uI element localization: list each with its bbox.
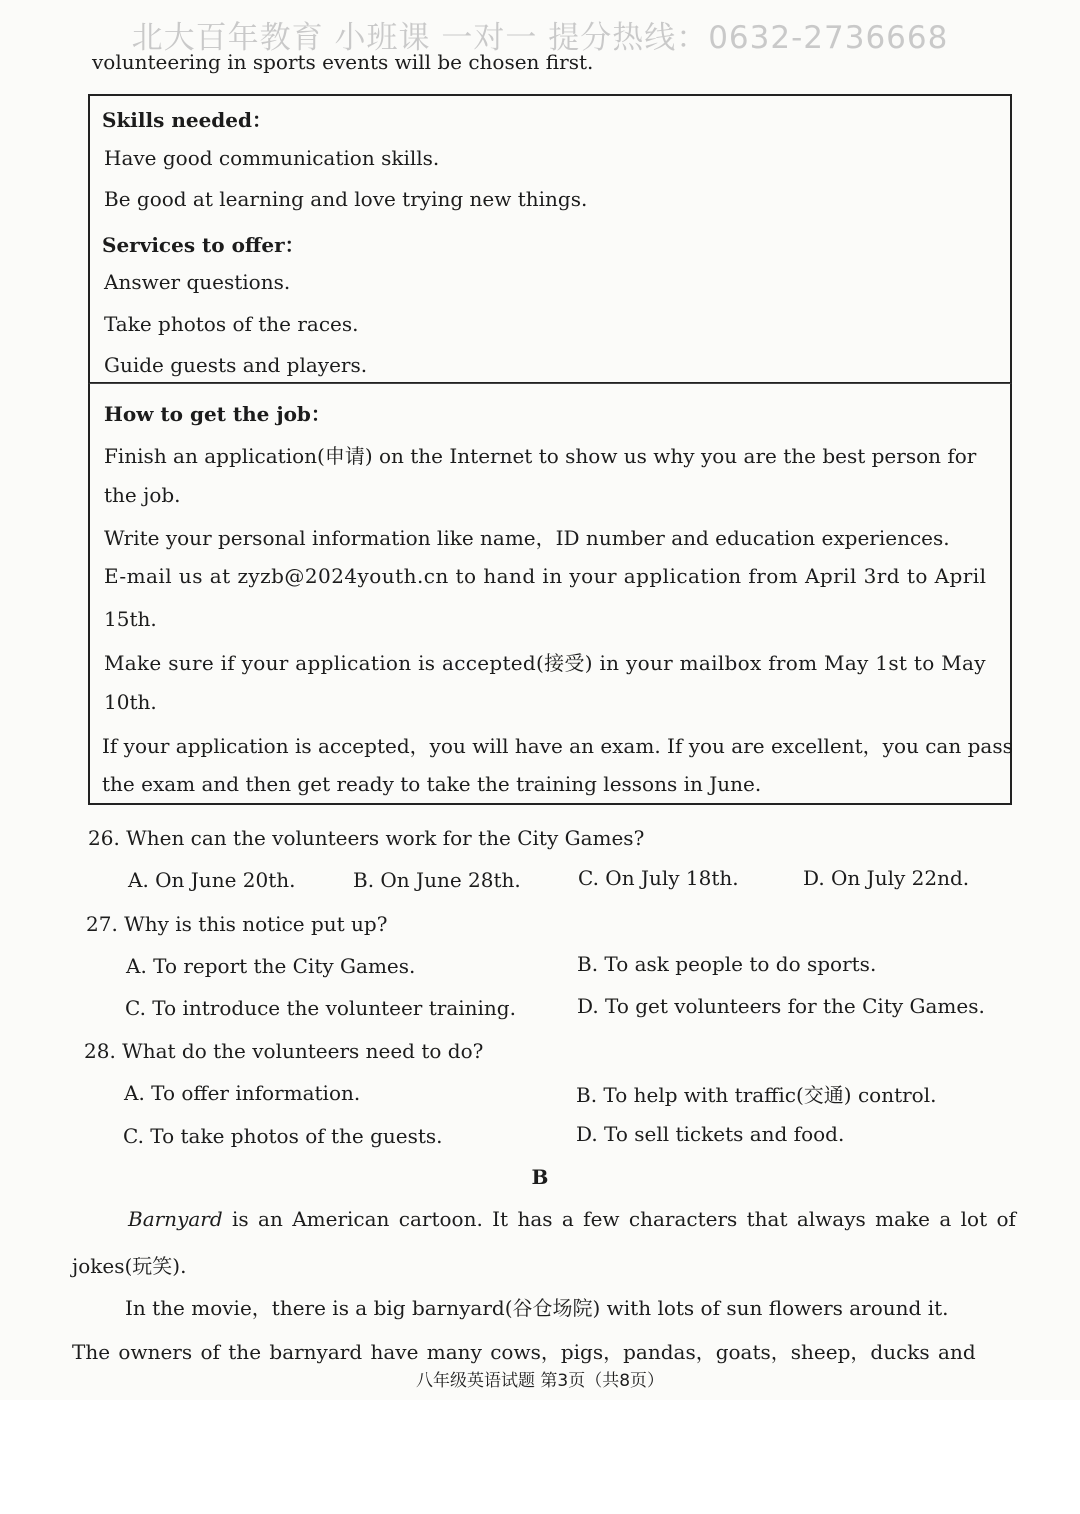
job-line: If your application is accepted，you will have an exam. If you are excellent，you can pass [102, 734, 1013, 758]
skill-item: Be good at learning and love trying new things. [104, 187, 588, 211]
skills-heading: Skills needed： [102, 108, 272, 132]
question-stem: 27. Why is this notice put up? [86, 912, 388, 936]
paragraph-line: jokes(玩笑). [72, 1254, 187, 1278]
option-b: B. To help with traffic(交通) control. [576, 1083, 937, 1107]
top-line: volunteering in sports events will be chosen first. [92, 50, 594, 74]
option-c: C. To introduce the volunteer training. [125, 996, 516, 1020]
how-to-get-job-box [88, 383, 1012, 805]
option-d: D. On July 22nd. [803, 866, 970, 890]
service-item: Take photos of the races. [104, 312, 359, 336]
job-heading: How to get the job： [104, 402, 331, 426]
skill-item: Have good communication skills. [104, 146, 440, 170]
question-stem: 26. When can the volunteers work for the City Games? [88, 826, 645, 850]
movie-title: Barnyard [128, 1207, 223, 1231]
question-stem: 28. What do the volunteers need to do? [84, 1039, 484, 1063]
option-c: C. To take photos of the guests. [123, 1124, 443, 1148]
skills-services-box [88, 94, 1012, 384]
option-a: A. To offer information. [124, 1081, 361, 1105]
option-a: A. To report the City Games. [126, 954, 416, 978]
job-line: the job. [104, 483, 181, 507]
paragraph-line [128, 1207, 1016, 1231]
paragraph-text: is an American cartoon. It has a few characters that always make a lot of [232, 1207, 1016, 1231]
job-line: Finish an application(申请) on the Internet to show us why you are the best person for [104, 444, 977, 468]
job-line: E-mail us at zyzb@2024youth.cn to hand in your application from April 3rd to April [104, 564, 987, 588]
option-d: D. To sell tickets and food. [576, 1122, 845, 1146]
option-a: A. On June 20th. [128, 868, 296, 892]
page-footer: 八年级英语试题 第3页（共8页） [415, 1371, 665, 1391]
services-heading: Services to offer： [102, 233, 305, 257]
watermark-banner: 北大百年教育 小班课 一对一 提分热线：0632-2736668 [131, 20, 949, 56]
job-line: Write your personal information like name，ID number and education experiences. [104, 526, 950, 550]
option-d: D. To get volunteers for the City Games. [577, 994, 985, 1018]
job-line: Make sure if your application is accepted(接受) in your mailbox from May 1st to May [104, 651, 986, 675]
paragraph-line: The owners of the barnyard have many cows，pigs，pandas，goats，sheep，ducks and [72, 1340, 976, 1364]
option-b: B. On June 28th. [353, 868, 521, 892]
job-line: 15th. [104, 607, 157, 631]
option-c: C. On July 18th. [578, 866, 739, 890]
service-item: Answer questions. [104, 270, 291, 294]
section-label: B [531, 1165, 549, 1189]
paragraph-line: In the movie，there is a big barnyard(谷仓场院) with lots of sun flowers around it. [125, 1296, 949, 1320]
job-line: 10th. [104, 690, 157, 714]
blank-margin [0, 1400, 1080, 1514]
service-item: Guide guests and players. [104, 353, 368, 377]
job-line: the exam and then get ready to take the training lessons in June. [102, 772, 762, 796]
option-b: B. To ask people to do sports. [577, 952, 877, 976]
